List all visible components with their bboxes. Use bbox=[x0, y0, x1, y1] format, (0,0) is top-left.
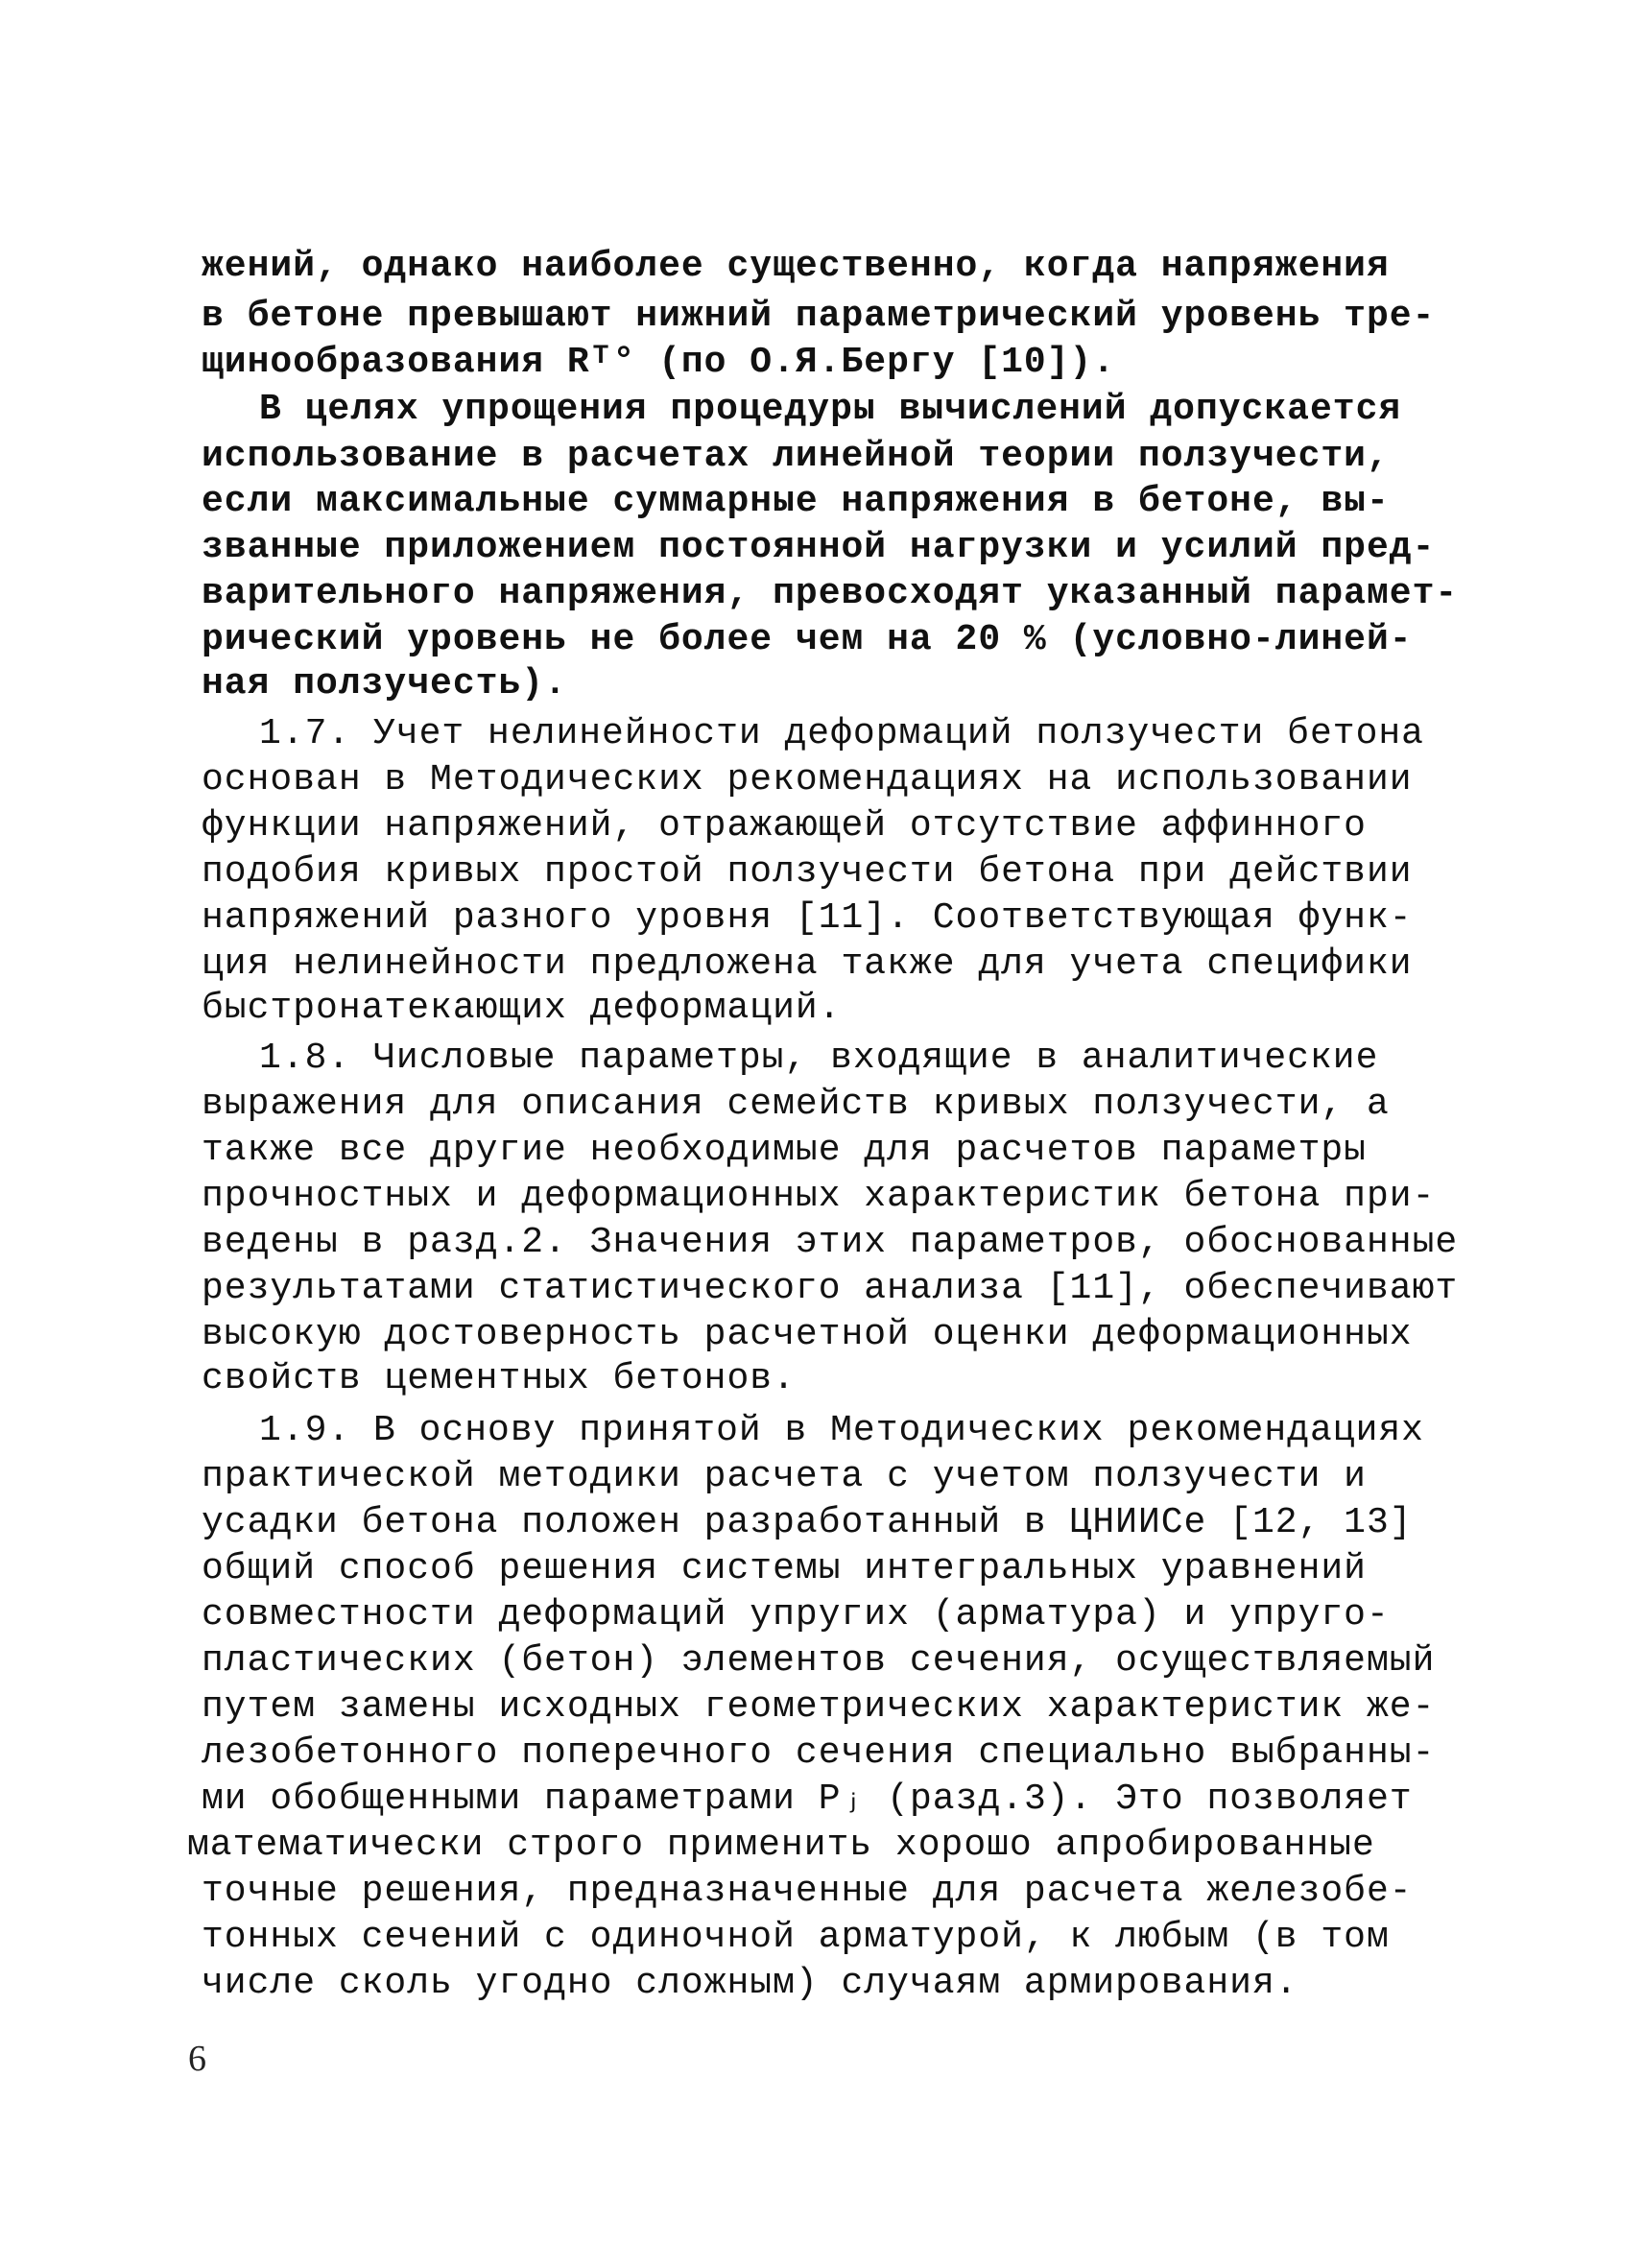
text-line: путем замены исходных геометрических характеристик же- bbox=[202, 1686, 1436, 1728]
text-line: быстронатекающих деформаций. bbox=[202, 988, 842, 1029]
text-line: 1.9. В основу принятой в Методических рекомендациях bbox=[259, 1410, 1424, 1451]
text-line: В целях упрощения процедуры вычислений допускается bbox=[259, 389, 1402, 430]
text-line: функции напряжений, отражающей отсутствие аффинного bbox=[202, 805, 1367, 847]
text-line: ведены в разд.2. Значения этих параметров, обоснованные bbox=[202, 1222, 1459, 1263]
text-line: подобия кривых простой ползучести бетона при действии bbox=[202, 851, 1413, 893]
text-line: высокую достоверность расчетной оценки деформационных bbox=[202, 1314, 1413, 1355]
text-line: ми обобщенными параметрами Pⱼ (разд.3). Это позволяет bbox=[202, 1779, 1413, 1820]
text-line: выражения для описания семейств кривых ползучести, а bbox=[202, 1084, 1390, 1125]
text-line: рический уровень не более чем на 20 % (условно-линей- bbox=[202, 619, 1413, 660]
text-line: использование в расчетах линейной теории ползучести, bbox=[202, 436, 1390, 477]
text-line: пластических (бетон) элементов сечения, осуществляемый bbox=[202, 1640, 1436, 1682]
text-line: ция нелинейности предложена также для учета специфики bbox=[202, 943, 1413, 985]
page-number: 6 bbox=[188, 2039, 206, 2079]
text-line: щинообразования Rᵀ° (по О.Я.Бергу [10]). bbox=[202, 342, 1116, 383]
text-line: совместности деформаций упругих (арматура) и упруго- bbox=[202, 1594, 1390, 1635]
text-line: также все другие необходимые для расчетов параметры bbox=[202, 1130, 1367, 1171]
text-line: тонных сечений с одиночной арматурой, к любым (в том bbox=[202, 1917, 1390, 1958]
text-line: если максимальные суммарные напряжения в бетоне, вы- bbox=[202, 481, 1390, 522]
text-line: жений, однако наиболее существенно, когда напряжения bbox=[202, 246, 1390, 287]
text-line: числе сколь угодно сложным) случаям армирования. bbox=[202, 1963, 1298, 2004]
text-line: лезобетонного поперечного сечения специально выбранны- bbox=[202, 1732, 1436, 1774]
text-line: свойств цементных бетонов. bbox=[202, 1358, 796, 1399]
text-line: 1.7. Учет нелинейности деформаций ползучести бетона bbox=[259, 713, 1424, 754]
text-line: ная ползучесть). bbox=[202, 663, 567, 704]
text-line: результатами статистического анализа [11], обеспечивают bbox=[202, 1268, 1459, 1309]
text-line: в бетоне превышают нижний параметрический уровень тре- bbox=[202, 296, 1436, 337]
text-line: математически строго применить хорошо апробированные bbox=[187, 1825, 1375, 1866]
text-line: 1.8. Числовые параметры, входящие в аналитические bbox=[259, 1038, 1379, 1079]
text-line: прочностных и деформационных характеристик бетона при- bbox=[202, 1176, 1436, 1217]
text-line: основан в Методических рекомендациях на использовании bbox=[202, 759, 1413, 800]
text-line: усадки бетона положен разработанный в ЦНИИСе [12, 13] bbox=[202, 1502, 1413, 1543]
text-line: практической методики расчета с учетом ползучести и bbox=[202, 1456, 1367, 1497]
text-line: напряжений разного уровня [11]. Соответствующая функ- bbox=[202, 897, 1413, 939]
text-line: варительного напряжения, превосходят указанный парамет- bbox=[202, 573, 1459, 614]
text-line: званные приложением постоянной нагрузки и усилий пред- bbox=[202, 527, 1436, 568]
text-line: точные решения, предназначенные для расчета железобе- bbox=[202, 1871, 1413, 1912]
text-line: общий способ решения системы интегральных уравнений bbox=[202, 1548, 1367, 1589]
